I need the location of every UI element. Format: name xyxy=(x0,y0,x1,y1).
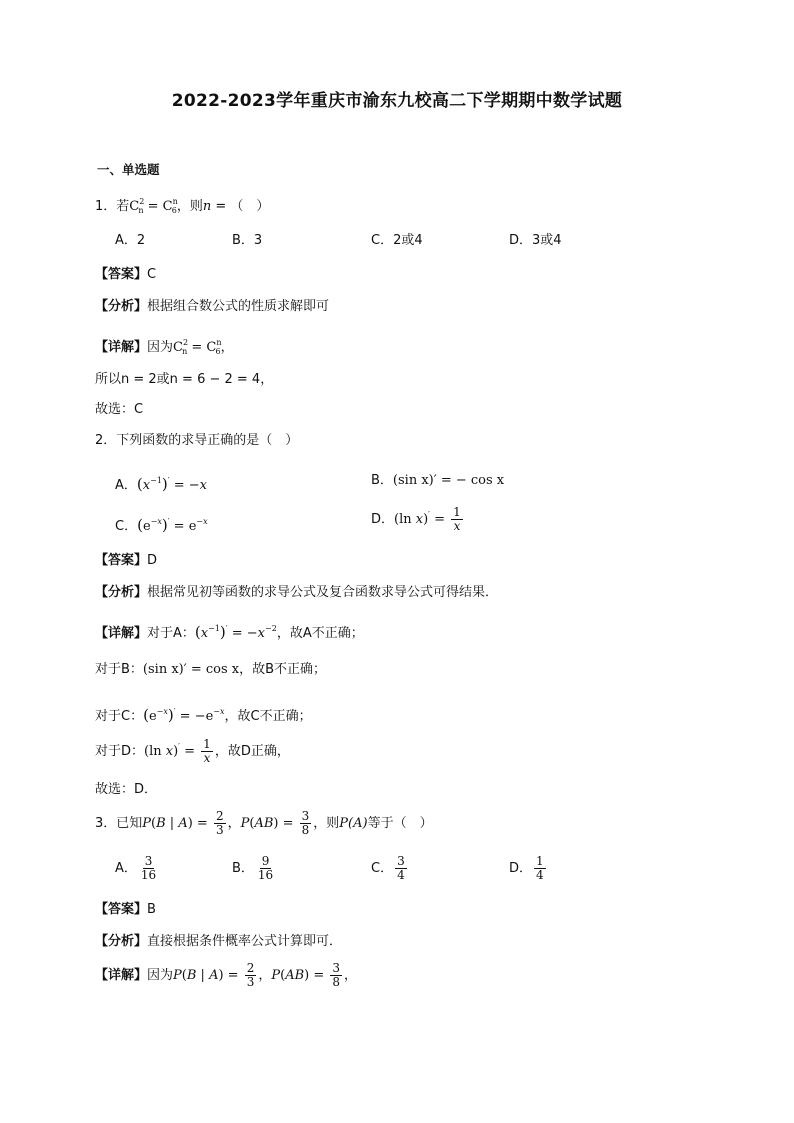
q2-detail-a-prefix: 对于A： xyxy=(147,626,195,641)
q3-given-joint: P(AB) = $\frac{3}{8}$ xyxy=(240,809,310,837)
q1-option-b: B．3 xyxy=(232,233,263,248)
q3-analysis xyxy=(95,932,342,952)
q3-option-d-num: 1 xyxy=(536,854,544,868)
q2-choose: 故选：D． xyxy=(95,782,158,797)
q1-option-d: D．3或4 xyxy=(509,233,562,248)
q2-option-b-label: B． xyxy=(371,473,393,488)
q1-option-c: C．2或4 xyxy=(371,233,423,248)
q2-detail-b-prefix: 对于B： xyxy=(95,662,143,677)
q2-option-a xyxy=(115,471,207,496)
q3-detail-end: ， xyxy=(344,968,358,983)
q2-option-b-expr: (sin x)′ = − cos x xyxy=(392,473,505,488)
q1-choose: 故选：C xyxy=(95,402,144,417)
q3-target: P(A) xyxy=(339,816,368,831)
q2-option-d xyxy=(371,505,465,533)
q2-analysis xyxy=(95,583,498,603)
q1-detail-eq: $C^2_n = C^n_6$ xyxy=(173,338,222,356)
q2-option-d-expr: (ln x)′ = $\frac{1}{x}$ xyxy=(394,505,461,533)
question-2-stem: 2．下列函数的求导正确的是（ ） xyxy=(95,433,299,448)
q2-answer xyxy=(95,551,157,571)
q3-option-a-num: 3 xyxy=(144,854,153,868)
q2-detail-b-expr: (sin x)′ = cos x xyxy=(142,662,240,677)
q2-detail-a-expr: $(x^{-1})' = -x^{-2}$ xyxy=(194,623,277,641)
answer-label: 【答案】 xyxy=(95,553,148,568)
q3-analysis-text: 直接根据条件概率公式计算即可． xyxy=(147,934,343,949)
section-heading: 一、单选题 xyxy=(97,162,160,177)
detail-label: 【详解】 xyxy=(95,340,148,355)
q3-detail-joint: P(AB) = $\frac{3}{8}$ xyxy=(271,961,341,989)
q3-option-c-den: 4 xyxy=(397,868,405,882)
q3-option-b-label: B． xyxy=(232,861,254,876)
q2-detail-a xyxy=(95,619,364,644)
q2-option-c-label: C． xyxy=(115,519,138,534)
q1-stem-prefix: 1．若 xyxy=(95,199,130,214)
detail-label: 【详解】 xyxy=(95,626,148,641)
q2-detail-d-suffix: ，故D正确， xyxy=(214,744,290,759)
q1-detail-suffix: ， xyxy=(220,340,234,355)
analysis-label: 【分析】 xyxy=(95,299,148,314)
q3-option-c-label: C． xyxy=(371,861,394,876)
q1-variable: n xyxy=(202,199,212,214)
page-title: 2022-2023学年重庆市渝东九校高二下学期期中数学试题 xyxy=(171,91,623,111)
q3-option-d-den: 4 xyxy=(536,868,544,882)
q2-detail-d-expr: (ln x)′ = $\frac{1}{x}$ xyxy=(144,737,211,765)
q2-detail-a-suffix: ，故A不正确； xyxy=(276,626,364,641)
q2-option-a-label: A． xyxy=(115,478,137,493)
q2-option-d-label: D． xyxy=(371,512,395,527)
q2-answer-value: D xyxy=(147,553,158,568)
q3-answer xyxy=(95,900,156,920)
answer-label: 【答案】 xyxy=(95,267,148,282)
q1-detail-prefix: 因为 xyxy=(147,340,174,355)
q1-stem-suffix: ，则 xyxy=(176,199,203,214)
q3-option-a xyxy=(115,855,160,882)
q2-detail-b xyxy=(95,660,326,680)
q2-analysis-text: 根据常见初等函数的求导公式及复合函数求导公式可得结果． xyxy=(147,585,499,600)
q1-answer-value: C xyxy=(147,267,157,282)
q3-option-a-label: A． xyxy=(115,861,137,876)
analysis-label: 【分析】 xyxy=(95,585,148,600)
q3-stem-then: ，则 xyxy=(313,816,340,831)
q1-stem-end: = （ ） xyxy=(211,199,270,214)
answer-label: 【答案】 xyxy=(95,902,148,917)
q2-detail-c-expr: $(e^{-x})' = -e^{-x}$ xyxy=(143,706,225,724)
q2-detail-d-prefix: 对于D： xyxy=(95,744,145,759)
question-1-stem xyxy=(95,192,269,221)
q3-option-c xyxy=(371,855,409,882)
q3-detail xyxy=(95,962,357,989)
q1-detail xyxy=(95,333,234,362)
q2-option-c xyxy=(115,512,208,537)
q3-detail-conditional: P(B | A) = $\frac{2}{3}$ xyxy=(173,961,255,989)
q3-detail-prefix: 因为 xyxy=(147,968,174,983)
q2-option-b xyxy=(371,471,504,491)
q2-detail-d xyxy=(95,737,290,765)
q3-given-conditional: P(B | A) = $\frac{2}{3}$ xyxy=(142,809,224,837)
q2-detail-c-suffix: ，故C不正确； xyxy=(224,709,312,724)
q2-detail-b-suffix: ，故B不正确； xyxy=(239,662,327,677)
q3-option-b-den: 16 xyxy=(257,868,274,882)
q3-option-c-num: 3 xyxy=(397,854,405,868)
q3-stem-prefix: 3．已知 xyxy=(95,816,143,831)
q3-option-a-den: 16 xyxy=(140,868,157,882)
detail-label: 【详解】 xyxy=(95,968,148,983)
q1-solution-line: 所以n = 2或n = 6 − 2 = 4， xyxy=(95,372,274,387)
q2-detail-c-prefix: 对于C： xyxy=(95,709,144,724)
question-3-stem xyxy=(95,810,433,837)
q3-option-d xyxy=(509,855,548,882)
analysis-label: 【分析】 xyxy=(95,934,148,949)
q3-option-b xyxy=(232,855,277,882)
q2-option-c-expr: $(e^{-x})' = e^{-x}$ xyxy=(137,516,208,534)
q3-stem-separator: ， xyxy=(227,816,241,831)
q3-detail-separator: ， xyxy=(258,968,272,983)
q1-analysis-text: 根据组合数公式的性质求解即可 xyxy=(147,299,330,314)
q2-detail-c xyxy=(95,702,312,727)
q3-option-d-label: D． xyxy=(509,861,533,876)
q2-option-a-expr: $(x^{-1})' = -x$ xyxy=(136,475,207,493)
q3-answer-value: B xyxy=(147,902,156,917)
q3-option-b-num: 9 xyxy=(261,854,270,868)
q1-combination-eq: $C^2_n = C^n_6$ xyxy=(129,197,178,215)
q3-stem-end: 等于（ ） xyxy=(367,816,433,831)
q1-analysis xyxy=(95,297,329,317)
q1-answer xyxy=(95,265,156,285)
q1-option-a: A．2 xyxy=(115,233,146,248)
